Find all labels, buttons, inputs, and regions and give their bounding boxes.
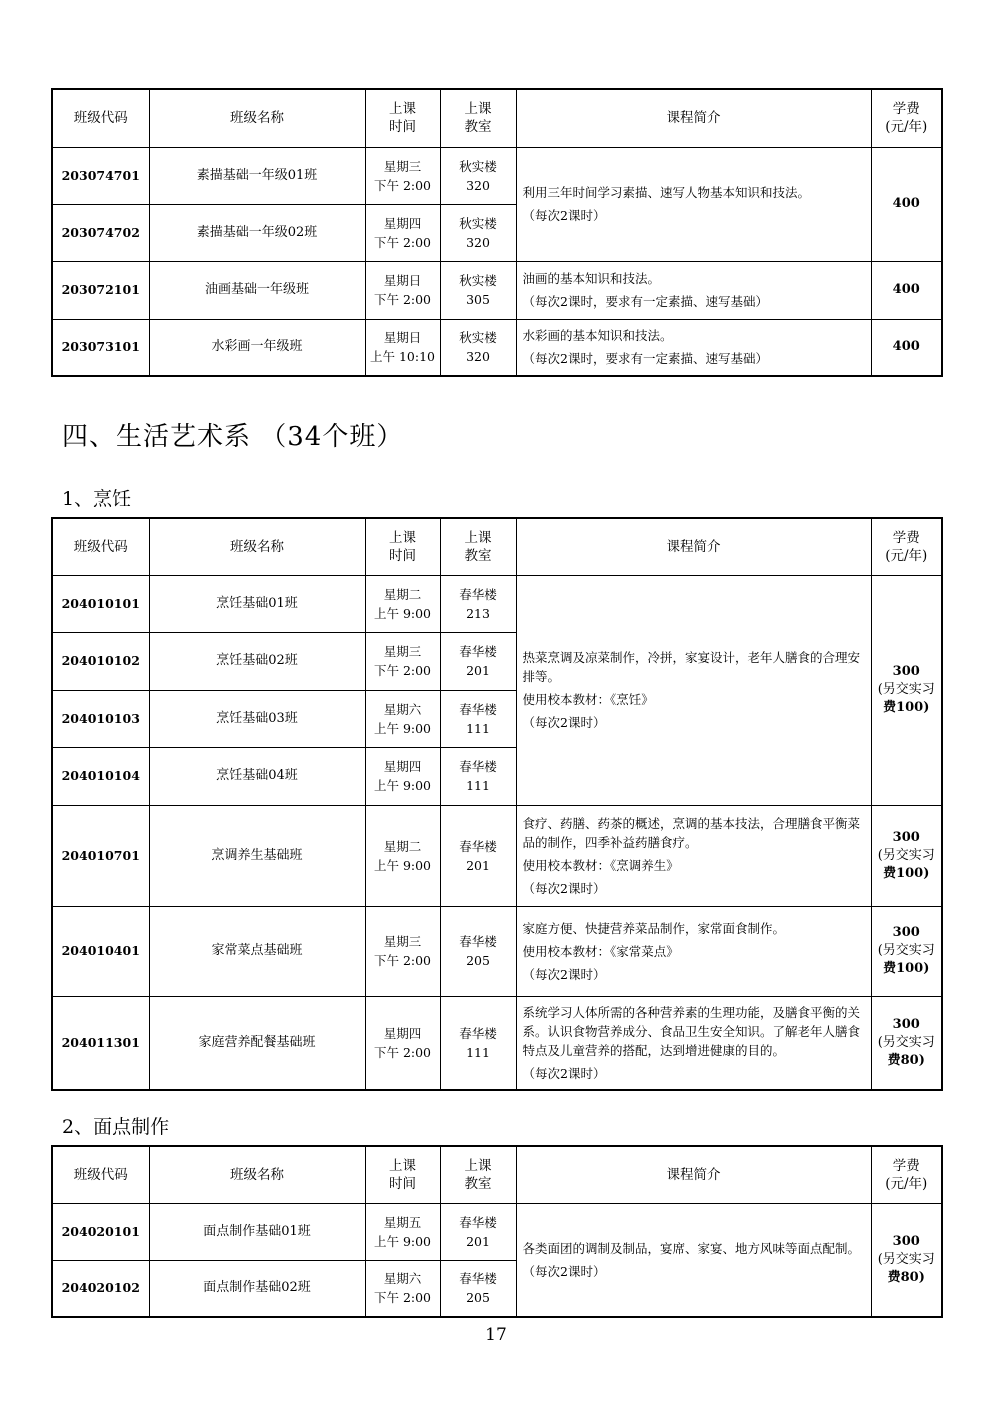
class-name: 家庭营养配餐基础班: [149, 996, 365, 1090]
class-name: 素描基础一年级01班: [149, 147, 365, 204]
class-code: 203074701: [52, 147, 149, 204]
class-time: 星期六 上午 9:00: [365, 690, 440, 747]
class-name: 烹饪基础03班: [149, 690, 365, 747]
header-time: 上课 时间: [365, 518, 440, 575]
tuition-fee: 300 (另交实习 费80): [871, 1203, 942, 1317]
class-room: 春华楼 205: [440, 906, 516, 996]
table-row: [52, 319, 942, 376]
table-row: [52, 575, 942, 632]
course-description: 食疗、药膳、药茶的概述，烹调的基本技法，合理膳食平衡菜品的制作，四季补益药膳食疗。 使用校本教材：《烹调养生》 （每次2课时）: [516, 805, 871, 906]
class-room: 秋实楼 305: [440, 261, 516, 319]
tuition-fee: 300 (另交实习 费100): [871, 906, 942, 996]
class-time: 星期三 下午 2:00: [365, 147, 440, 204]
section-title: 四、生活艺术系 （34个班）: [62, 422, 404, 452]
class-time: 星期五 上午 9:00: [365, 1203, 440, 1260]
class-name: 面点制作基础01班: [149, 1203, 365, 1260]
header-desc: 课程简介: [516, 518, 871, 575]
class-time: 星期四 下午 2:00: [365, 204, 440, 261]
class-code: 204010102: [52, 632, 149, 690]
class-time: 星期六 下午 2:00: [365, 1260, 440, 1317]
header-fee: 学费 (元/年): [871, 89, 942, 147]
table-cooking-classes: [51, 517, 943, 1091]
tuition-fee: 300 (另交实习 费100): [871, 575, 942, 805]
header-time: 上课 时间: [365, 1146, 440, 1203]
class-room: 春华楼 201: [440, 632, 516, 690]
class-code: 204010701: [52, 805, 149, 906]
class-room: 秋实楼 320: [440, 147, 516, 204]
header-name: 班级名称: [149, 1146, 365, 1203]
header-desc: 课程简介: [516, 1146, 871, 1203]
class-time: 星期日 上午 10:10: [365, 319, 440, 376]
class-time: 星期三 下午 2:00: [365, 632, 440, 690]
class-room: 春华楼 213: [440, 575, 516, 632]
class-room: 春华楼 201: [440, 1203, 516, 1260]
course-description: 水彩画的基本知识和技法。 （每次2课时，要求有一定素描、速写基础）: [516, 319, 871, 376]
class-name: 油画基础一年级班: [149, 261, 365, 319]
table-row: [52, 996, 942, 1090]
class-room: 春华楼 201: [440, 805, 516, 906]
class-name: 水彩画一年级班: [149, 319, 365, 376]
table-row: [52, 261, 942, 319]
class-name: 家常菜点基础班: [149, 906, 365, 996]
page-number: 17: [485, 1325, 507, 1345]
class-code: 204020102: [52, 1260, 149, 1317]
subsection-title-cooking: 1、烹饪: [62, 488, 132, 510]
class-room: 秋实楼 320: [440, 204, 516, 261]
header-desc: 课程简介: [516, 89, 871, 147]
header-code: 班级代码: [52, 518, 149, 575]
table-row: [52, 906, 942, 996]
class-name: 烹饪基础01班: [149, 575, 365, 632]
table-pastry-classes: [51, 1145, 943, 1318]
header-fee: 学费 (元/年): [871, 518, 942, 575]
subsection-title-pastry: 2、面点制作: [62, 1116, 170, 1138]
class-code: 204010401: [52, 906, 149, 996]
header-fee: 学费 (元/年): [871, 1146, 942, 1203]
header-room: 上课 教室: [440, 89, 516, 147]
course-description: 系统学习人体所需的各种营养素的生理功能，及膳食平衡的关系。认识食物营养成分、食品卫生安全知识。了解老年人膳食特点及儿童营养的搭配，达到增进健康的目的。 （每次2课时）: [516, 996, 871, 1090]
class-room: 春华楼 111: [440, 996, 516, 1090]
course-description: 利用三年时间学习素描、速写人物基本知识和技法。 （每次2课时）: [516, 147, 871, 261]
course-description: 家庭方便、快捷营养菜品制作，家常面食制作。 使用校本教材：《家常菜点》 （每次2课时）: [516, 906, 871, 996]
class-time: 星期四 下午 2:00: [365, 996, 440, 1090]
table-painting-classes: [51, 88, 943, 377]
class-time: 星期三 下午 2:00: [365, 906, 440, 996]
header-room: 上课 教室: [440, 1146, 516, 1203]
class-name: 面点制作基础02班: [149, 1260, 365, 1317]
class-code: 203073101: [52, 319, 149, 376]
tuition-fee: 300 (另交实习 费100): [871, 805, 942, 906]
table-row: [52, 1203, 942, 1260]
class-time: 星期二 上午 9:00: [365, 575, 440, 632]
header-time: 上课 时间: [365, 89, 440, 147]
class-room: 春华楼 111: [440, 747, 516, 805]
tuition-fee: 400: [871, 147, 942, 261]
header-code: 班级代码: [52, 89, 149, 147]
class-name: 素描基础一年级02班: [149, 204, 365, 261]
table-row: [52, 805, 942, 906]
table-header-row: [52, 89, 942, 147]
class-name: 烹调养生基础班: [149, 805, 365, 906]
table-header-row: [52, 518, 942, 575]
class-room: 春华楼 111: [440, 690, 516, 747]
course-description: 热菜烹调及凉菜制作，冷拼，家宴设计，老年人膳食的合理安排等。 使用校本教材：《烹饪》 （每次2课时）: [516, 575, 871, 805]
class-code: 203072101: [52, 261, 149, 319]
class-room: 秋实楼 320: [440, 319, 516, 376]
class-code: 204010101: [52, 575, 149, 632]
class-name: 烹饪基础02班: [149, 632, 365, 690]
header-room: 上课 教室: [440, 518, 516, 575]
class-code: 204011301: [52, 996, 149, 1090]
header-code: 班级代码: [52, 1146, 149, 1203]
class-code: 204020101: [52, 1203, 149, 1260]
table-row: [52, 147, 942, 204]
header-name: 班级名称: [149, 518, 365, 575]
class-time: 星期二 上午 9:00: [365, 805, 440, 906]
class-name: 烹饪基础04班: [149, 747, 365, 805]
class-code: 204010103: [52, 690, 149, 747]
class-time: 星期四 上午 9:00: [365, 747, 440, 805]
tuition-fee: 400: [871, 319, 942, 376]
course-description: 各类面团的调制及制品，宴席、家宴、地方风味等面点配制。 （每次2课时）: [516, 1203, 871, 1317]
class-code: 203074702: [52, 204, 149, 261]
tuition-fee: 300 (另交实习 费80): [871, 996, 942, 1090]
class-code: 204010104: [52, 747, 149, 805]
class-time: 星期日 下午 2:00: [365, 261, 440, 319]
tuition-fee: 400: [871, 261, 942, 319]
table-header-row: [52, 1146, 942, 1203]
header-name: 班级名称: [149, 89, 365, 147]
course-description: 油画的基本知识和技法。 （每次2课时，要求有一定素描、速写基础）: [516, 261, 871, 319]
class-room: 春华楼 205: [440, 1260, 516, 1317]
